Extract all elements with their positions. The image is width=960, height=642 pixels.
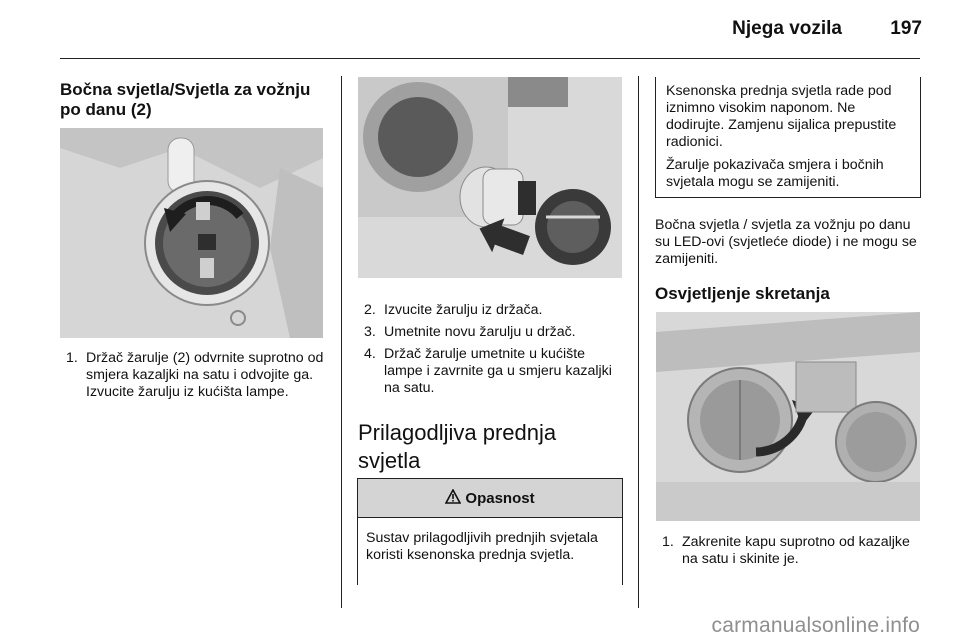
danger-box	[357, 478, 623, 585]
step-number: 4.	[364, 346, 376, 362]
step-number: 1.	[66, 350, 78, 366]
step-number: 2.	[364, 302, 376, 318]
danger-label: Opasnost	[465, 489, 535, 507]
step-text: Držač žarulje umetnite u kućište lampe i zavrnite ga u smjeru kazaljki na satu.	[384, 346, 612, 396]
step-number: 3.	[364, 324, 376, 340]
column-divider-1	[341, 76, 342, 608]
watermark: carmanualsonline.info	[711, 614, 920, 637]
list-item	[66, 350, 324, 401]
step-text: Držač žarulje (2) odvrnite suprotno od smjera kazaljki na satu i odvojite ga. Izvucite žarulju iz kućišta lampe.	[86, 350, 324, 400]
page-header-title: Njega vozila	[732, 18, 842, 39]
section-heading-side-lights: Bočna svjetla/Svjetla za vožnju po danu (2)	[60, 80, 311, 119]
danger-text: Sustav prilagodljivih prednjih svjetala koristi ksenonska prednja svjetla.	[366, 530, 598, 563]
danger-continuation-box	[655, 77, 921, 198]
header-divider	[60, 58, 920, 59]
danger-note-text: Ksenonska prednja svjetla rade pod iznimno visokim naponom. Ne dodirujte. Zamjenu sijalica prepustite radionici.	[666, 83, 897, 150]
headlamp-cap-illustration	[656, 312, 920, 521]
warning-triangle-icon	[445, 489, 461, 508]
bulb-and-holder-illustration	[358, 77, 622, 278]
list-item	[364, 346, 626, 397]
section-heading-cornering-light: Osvjetljenje skretanja	[655, 284, 830, 303]
step-number: 1.	[662, 534, 674, 550]
danger-header	[358, 479, 622, 518]
step-text: Umetnite novu žarulju u držač.	[384, 324, 576, 340]
list-item	[662, 534, 920, 568]
steps-list-side-lights	[66, 350, 324, 406]
column-divider-2	[638, 76, 639, 608]
led-info-paragraph: Bočna svjetla / svjetla za vožnju po danu su LED-ovi (svjetleće diode) i ne mogu se zamijeniti.	[655, 217, 917, 267]
section-heading-adaptive-lights: Prilagodljiva prednja svjetla	[358, 420, 557, 473]
step-text: Zakrenite kapu suprotno od kazaljke na satu i skinite je.	[682, 534, 910, 567]
steps-list-cornering-light	[662, 534, 920, 573]
list-item	[364, 302, 626, 319]
step-text: Izvucite žarulju iz držača.	[384, 302, 543, 318]
list-item	[364, 324, 626, 341]
steps-list-bulb	[364, 302, 626, 402]
danger-note-text-2: Žarulje pokazivača smjera i bočnih svjetala mogu se zamijeniti.	[666, 157, 884, 190]
page-number: 197	[890, 18, 922, 39]
side-light-bulb-holder-illustration	[60, 128, 323, 338]
